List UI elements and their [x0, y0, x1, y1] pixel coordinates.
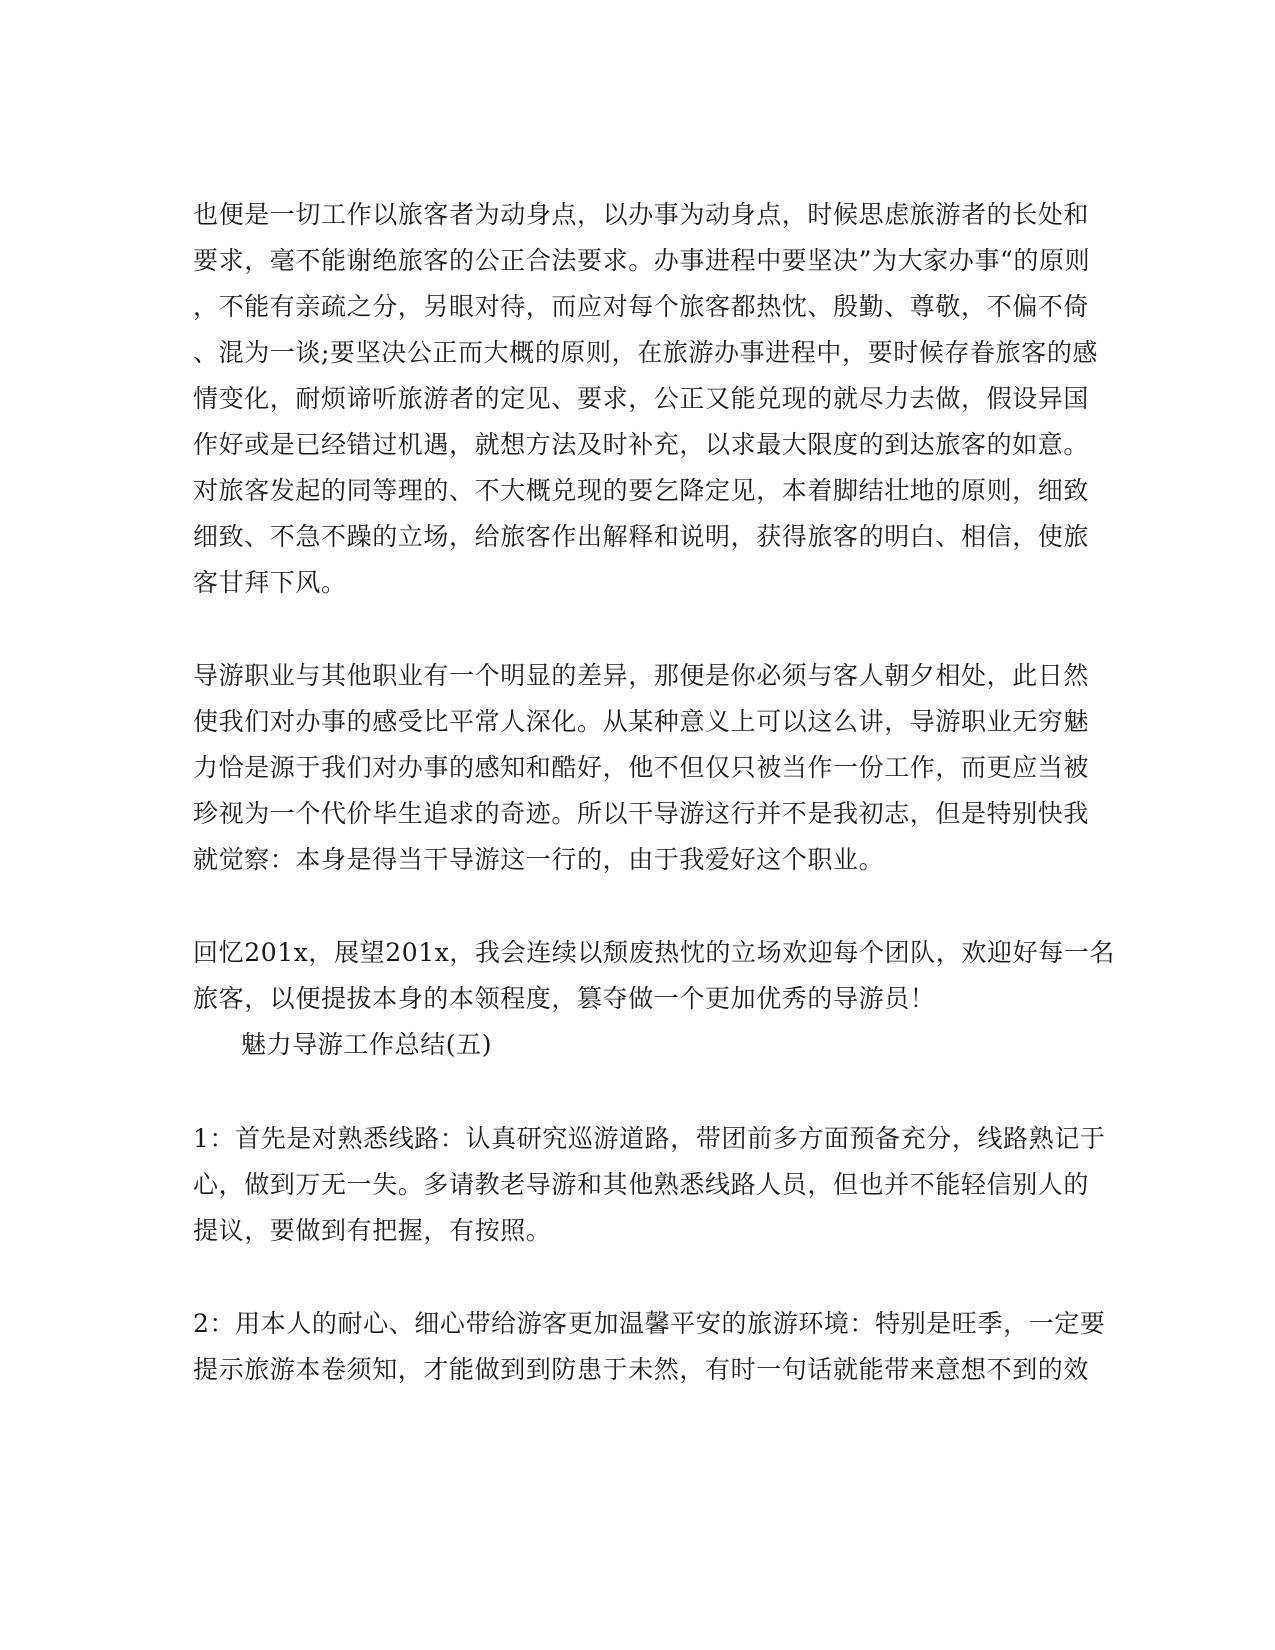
paragraph-2-line: 导游职业与其他职业有一个明显的差异，那便是你必须与客人朝夕相处，此日然 [193, 661, 1090, 690]
paragraph-1-line: 细致、不急不躁的立场，给旅客作出解释和说明，获得旅客的明白、相信，使旅 [193, 522, 1090, 551]
item-2-line: 提示旅游本卷须知，才能做到到防患于未然，有时一句话就能带来意想不到的效 [193, 1355, 1090, 1384]
paragraph-3-line: 回忆201x，展望201x，我会连续以颓废热忱的立场欢迎每个团队，欢迎好每一名 [193, 938, 1116, 967]
paragraph-1-line: 对旅客发起的同等理的、不大概兑现的要乞降定见，本着脚结壮地的原则，细致 [193, 476, 1090, 505]
paragraph-1-line: 、混为一谈;要坚决公正而大概的原则，在旅游办事进程中，要时候存眷旅客的感 [193, 338, 1099, 367]
item-1-line: 心，做到万无一失。多请教老导游和其他熟悉线路人员，但也并不能轻信别人的 [193, 1170, 1090, 1199]
paragraph-3-line: 旅客，以便提拔本身的本领程度，篡夺做一个更加优秀的导游员！ [193, 984, 936, 1013]
paragraph-2-line: 力恰是源于我们对办事的感知和酷好，他不但仅只被当作一份工作，而更应当被 [193, 753, 1090, 782]
paragraph-1-line: 客甘拜下风。 [193, 568, 347, 597]
section-heading: 魅力导游工作总结(五) [241, 1030, 493, 1059]
paragraph-1-line: 情变化，耐烦谛听旅游者的定见、要求，公正又能兑现的就尽力去做，假设异国 [193, 384, 1090, 413]
item-2-line: 2：用本人的耐心、细心带给游客更加温馨平安的旅游环境：特别是旺季，一定要 [193, 1309, 1106, 1338]
paragraph-1-line: 要求，毫不能谢绝旅客的公正合法要求。办事进程中要坚决”为大家办事“的原则 [193, 246, 1091, 275]
paragraph-2-line: 就觉察：本身是得当干导游这一行的，由于我爱好这个职业。 [193, 845, 885, 874]
paragraph-1-line: 作好或是已经错过机遇，就想方法及时补充，以求最大限度的到达旅客的如意。 [193, 430, 1090, 459]
paragraph-1-line: 也便是一切工作以旅客者为动身点，以办事为动身点，时候思虑旅游者的长处和 [193, 200, 1090, 229]
paragraph-2-line: 使我们对办事的感受比平常人深化。从某种意义上可以这么讲，导游职业无穷魅 [193, 707, 1090, 736]
paragraph-1-line: ，不能有亲疏之分，另眼对待，而应对每个旅客都热忱、殷勤、尊敬，不偏不倚 [193, 292, 1090, 321]
paragraph-2-line: 珍视为一个代价毕生追求的奇迹。所以干导游这行并不是我初志，但是特别快我 [193, 799, 1090, 828]
item-1-line: 1：首先是对熟悉线路：认真研究巡游道路，带团前多方面预备充分，线路熟记于 [193, 1124, 1106, 1153]
item-1-line: 提议，要做到有把握，有按照。 [193, 1216, 552, 1245]
